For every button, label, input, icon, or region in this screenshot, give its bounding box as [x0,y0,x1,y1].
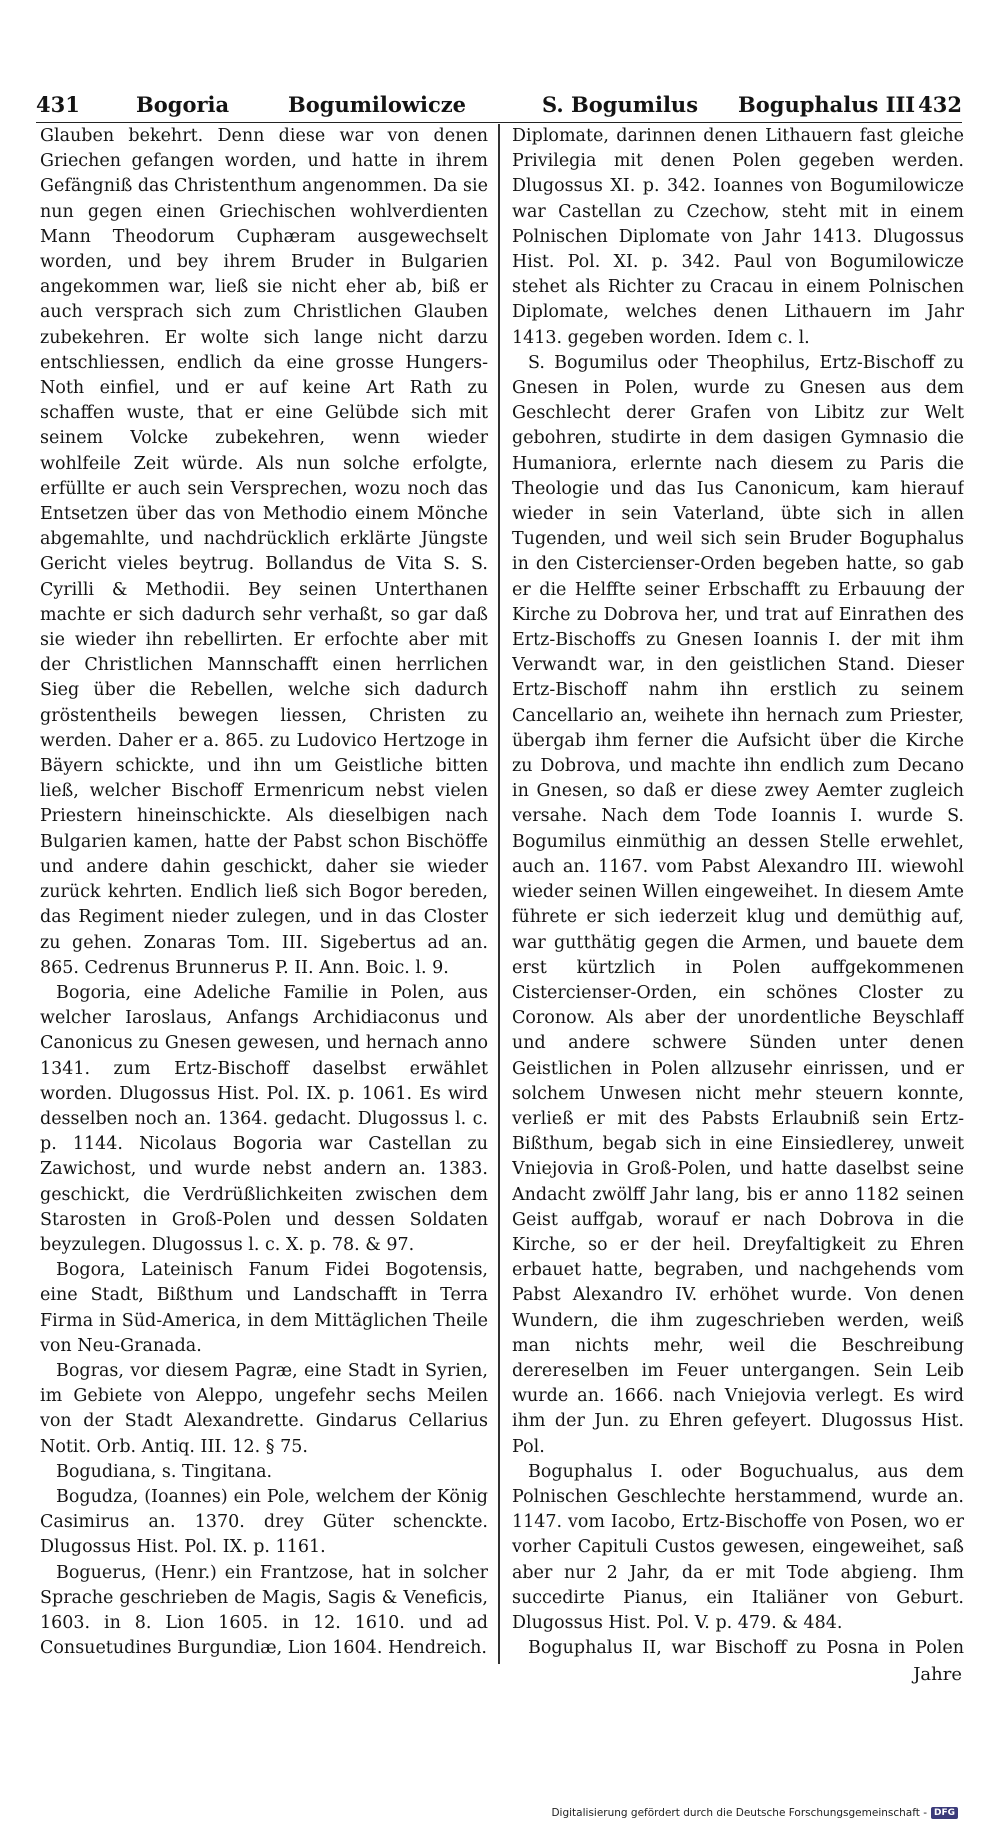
header-keyword-right-2: Boguphalus III [738,92,916,117]
running-header [36,88,962,123]
dfg-logo-icon: DFG [931,1807,958,1819]
entry-bogudza: Bogudza, (Ioannes) ein Pole, welchem der König Casimirus an. 1370. drey Güter schenckte. Dlugossus Hist. Pol. IX. p. 1161. [40,1486,488,1558]
page-number-right: 432 [918,92,962,117]
header-keyword-left-2: Bogumilowicze [288,92,467,117]
page-number-left: 431 [36,92,80,117]
catchword: Jahre [913,1664,962,1685]
entry-bogras: Bogras, vor diesem Pagræ, eine Stadt in Syrien, im Gebiete von Aleppo, ungefehr sechs Meilen von der Stadt Alexandrette. Gindarus Cellarius Notit. Orb. Antiq. III. 12. § 75. [40,1360,488,1457]
header-keyword-left-1: Bogoria [136,92,230,117]
entry-bogora: Bogora, Lateinisch Fanum Fidei Bogotensis, eine Stadt, Bißthum und Landschafft in Terra Firma in Süd-America, in dem Mittäglichen Theile von Neu-Granada. [40,1260,488,1356]
left-column [40,124,488,1664]
entry-bogudiana: Bogudiana, s. Tingitana. [56,1461,273,1482]
entry-boguerus: Boguerus, (Henr.) ein Frantzose, hat in solcher Sprache geschrieben de Magis, Sagis & Veneficis, 1603. in 8. Lion 1605. in 12. 1610. und ad Consuetudines Burgundiæ, Lion 1604. Hendreich. [40,1562,488,1659]
paragraph-continued: Glauben bekehrt. Denn diese war von denen Griechen gefangen worden, und hatte in ihrem Gefängniß das Christenthum angenommen. Da sie nun gegen einen Griechischen wohlverdienten Mann Theodorum Cuphæram ausgewechselt worden, und bey ihrem Bruder in Bulgarien angekommen war, ließ sie nicht eher ab, biß er auch versprach sich zum Christlichen Glauben zubekehren. Er wolte sich lange nicht darzu entschliessen, endlich da eine grosse Hungers-Noth einfiel, und er auf keine Art Rath zu schaffen wuste, that er eine Gelübde sich mit seinem Volcke zubekehren, wenn wieder wohlfeile Zeit würde. Als nun solche erfolgte, erfüllte er auch sein Versprechen, wozu noch das Entsetzen über das von Methodio einem Mönche abgemahlte, und nachdrücklich erklärte Jüngste Gericht vieles beytrug. Bollandus de Vita S. S. Cyrilli & Methodii. Bey seinen Unterthanen machte er sich dadurch sehr verhaßt, so gar daß sie wieder ihn rebellirten. Er erfochte aber mit der Christlichen Mannschafft einen herrlichen Sieg über die Rebellen, welche sich dadurch gröstentheils bewegen liessen, Christen zu werden. Daher er a. 865. zu Ludovico Hertzoge in Bäyern schickte, und ihn um Geistliche bitten ließ, welcher Bischoff Ermenricum nebst vielen Priestern hineinschickte. Als dieselbigen nach Bulgarien kamen, hatte der Pabst schon Bischöffe und andere dahin geschickt, daher sie wieder zurück kehrten. Endlich ließ sich Bogor bereden, das Regiment nieder zulegen, und in das Closter zu gehen. Zonaras Tom. III. Sigebertus ad an. 865. Cedrenus Brunnerus P. II. Ann. Boic. l. 9. [40,126,488,978]
footer-text: Digitalisierung gefördert durch die Deutsche Forschungsgemeinschaft - [551,1807,927,1819]
digitization-footer [551,1807,958,1819]
entry-s-bogumilus: S. Bogumilus oder Theophilus, Ertz-Bischoff zu Gnesen in Polen, wurde zu Gnesen aus dem Geschlecht derer Grafen von Libitz zur Welt gebohren, studirte in dem dasigen Gymnasio die Humaniora, erlernte nach diesem zu Paris die Theologie und das Ius Canonicum, kam hierauf wieder in sein Vaterland, übte sich in allen Tugenden, und weil sich sein Bruder Boguphalus in den Cistercienser-Orden begeben hatte, so gab er die Helffte seiner Erbschafft zu Erbauung der Kirche zu Dobrova her, und trat auf Einrathen des Ertz-Bischoffs zu Gnesen Ioannis I. der mit ihm Verwandt war, in den geistlichen Stand. Dieser Ertz-Bischoff nahm ihn erstlich zu seinem Cancellario an, weihete ihn hernach zum Priester, übergab ihm ferner die Aufsicht über die Kirche zu Dobrova, und machte ihn endlich zum Decano in Gnesen, so daß er diese zwey Aemter zugleich versahe. Nach dem Tode Ioannis I. wurde S. Bogumilus einmüthig an dessen Stelle erwehlet, auch an. 1167. vom Pabst Alexandro III. wiewohl wieder seinen Willen eingeweihet. In diesem Amte führete er sich iederzeit klug und demüthig auf, war gutthätig gegen die Armen, und bauete dem erst kürtzlich in Polen auffgekommenen Cistercienser-Orden, ein schönes Closter zu Coronow. Als aber der unordentliche Beyschlaff und andere schwere Sünden unter denen Geistlichen in Polen allzusehr einrissen, und er solchem Unwesen nicht mehr steuern konnte, verließ er mit des Pabsts Erlaubniß sein Ertz-Bißthum, begab sich in eine Einsiedlerey, unweit Vniejovia in Groß-Polen, und hatte daselbst seine Andacht zwölff Jahr lang, bis er anno 1182 seinen Geist auffgab, worauf er nach Dobrova in die Kirche, so er der heil. Dreyfaltigkeit zu Ehren erbauet hatte, begraben, und nachgehends vom Pabst Alexandro IV. erhöhet wurde. Von denen Wundern, die ihm zugeschrieben werden, weiß man nichts mehr, weil die Beschreibung derereselben im Feuer untergangen. Sein Leib wurde an. 1666. nach Vniejovia verlegt. Es wird ihm der Jun. zu Ehren gefeyert. Dlugossus Hist. Pol. [512,352,964,1457]
paragraph-continued: Diplomate, darinnen denen Lithauern fast gleiche Privilegia mit denen Polen gegeben werden. Dlugossus XI. p. 342. Ioannes von Bogumilowicze war Castellan zu Czechow, steht mit in einem Polnischen Diplomate von Jahr 1413. Dlugossus Hist. Pol. XI. p. 342. Paul von Bogumilowicze stehet als Richter zu Cracau in einem Polnischen Diplomate, welches denen Lithauern im Jahr 1413. gegeben worden. Idem c. l. [512,126,964,348]
column-divider [498,124,500,1664]
entry-boguphalus-i: Boguphalus I. oder Boguchualus, aus dem Polnischen Geschlechte herstammend, wurde an. 1147. vom Iacobo, Ertz-Bischoffe von Posen, wo er vorher Capituli Custos gewesen, eingeweihet, saß aber nur 2 Jahr, da er mit Tode abgieng. Ihm succedirte Pianus, ein Italiäner von Geburt. Dlugossus Hist. Pol. V. p. 479. & 484. [512,1461,964,1633]
header-keyword-right-1: S. Bogumilus [542,92,699,117]
entry-bogoria: Bogoria, eine Adeliche Familie in Polen, aus welcher Iaroslaus, Anfangs Archidiaconus und Canonicus zu Gnesen gewesen, und hernach anno 1341. zum Ertz-Bischoff daselbst erwählet worden. Dlugossus Hist. Pol. IX. p. 1061. Es wird desselben noch an. 1364. gedacht. Dlugossus l. c. p. 1144. Nicolaus Bogoria war Castellan zu Zawichost, und wurde nebst andern an. 1383. geschickt, die Verdrüßlichkeiten zwischen dem Starosten in Groß-Polen und dessen Soldaten beyzulegen. Dlugossus l. c. X. p. 78. & 97. [40,982,488,1255]
entry-boguphalus-ii: Boguphalus II, war Bischoff zu Posna in Polen [528,1638,964,1659]
entry-bogumilovvicze [40,1661,488,1664]
right-column [512,124,964,1664]
